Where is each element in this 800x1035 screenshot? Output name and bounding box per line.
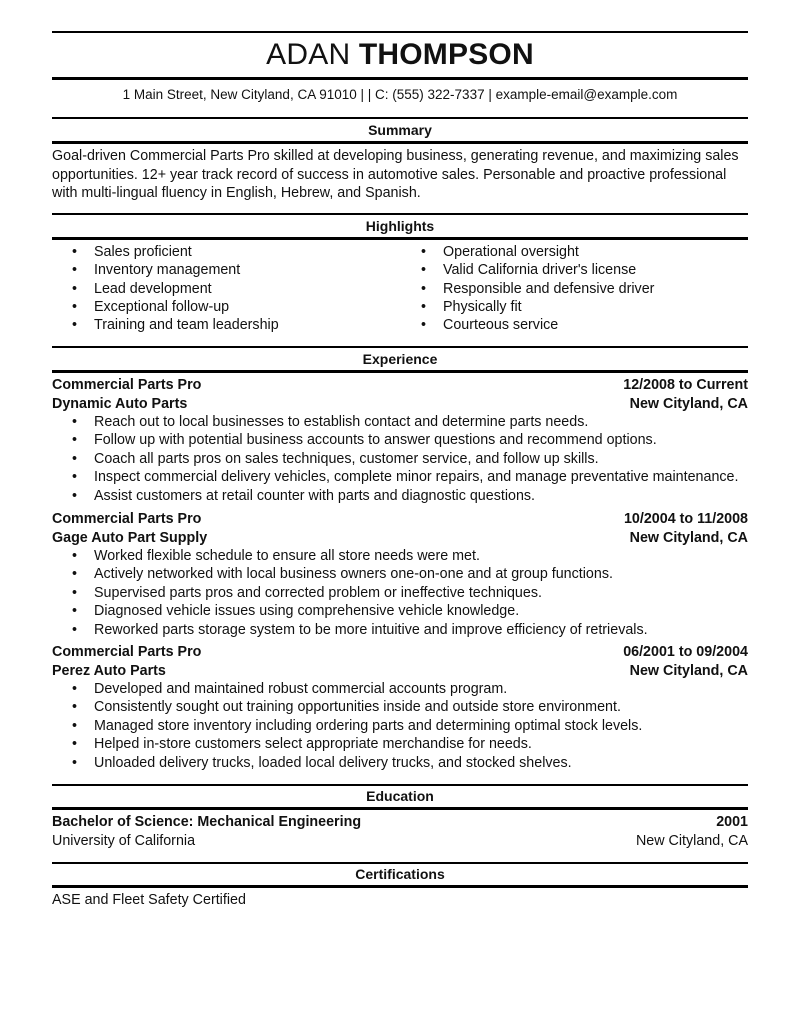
- job-bullet: • Worked flexible schedule to ensure all store needs were met.: [52, 547, 748, 565]
- job-bullets: [52, 413, 748, 505]
- job-bullet: • Inspect commercial delivery vehicles, complete minor repairs, and manage preventative maintenance.: [52, 468, 748, 486]
- job-title: Commercial Parts Pro: [52, 644, 202, 660]
- first-name: ADAN: [266, 38, 351, 71]
- job-company-row: [52, 529, 748, 548]
- graduation-year: 2001: [716, 814, 748, 830]
- highlight-item: • Inventory management: [52, 261, 392, 279]
- job-location: New Cityland, CA: [629, 662, 748, 679]
- education-bottom-rule: [52, 807, 748, 810]
- job-title: Commercial Parts Pro: [52, 511, 202, 527]
- highlights-heading: Highlights: [365, 218, 435, 234]
- job-company-row: [52, 662, 748, 681]
- candidate-name: [52, 36, 748, 74]
- experience-heading: Experience: [362, 351, 438, 367]
- job-dates: 06/2001 to 09/2004: [623, 644, 748, 660]
- highlight-item: • Operational oversight: [401, 243, 748, 261]
- job-bullet: • Coach all parts pros on sales techniques, customer service, and follow up skills.: [52, 450, 748, 468]
- job-bullet: • Actively networked with local business owners one-on-one and at group functions.: [52, 565, 748, 583]
- job-company: Dynamic Auto Parts: [52, 395, 188, 412]
- job-company: Perez Auto Parts: [52, 662, 166, 679]
- highlights-left-list: [52, 243, 392, 334]
- highlight-item: • Responsible and defensive driver: [401, 280, 748, 298]
- job-bullet: • Developed and maintained robust commercial accounts program.: [52, 680, 748, 698]
- school: University of California: [52, 832, 196, 849]
- job-bullets: [52, 547, 748, 639]
- job-bullet: • Managed store inventory including ordering parts and determining optimal stock levels.: [52, 717, 748, 735]
- school-location: New Cityland, CA: [635, 832, 748, 849]
- job-title-row: [52, 376, 748, 395]
- experience-top-rule: [52, 346, 748, 348]
- highlight-item: • Physically fit: [401, 298, 748, 316]
- highlight-item: • Valid California driver's license: [401, 261, 748, 279]
- job-bullet: • Unloaded delivery trucks, loaded local delivery trucks, and stocked shelves.: [52, 754, 748, 772]
- job-title: Commercial Parts Pro: [52, 377, 202, 393]
- job-bullet: • Consistently sought out training opportunities inside and outside store environment.: [52, 698, 748, 716]
- summary-heading: Summary: [368, 122, 432, 138]
- highlights-top-rule: [52, 213, 748, 215]
- education-degree-row: [52, 813, 748, 832]
- certifications-top-rule: [52, 862, 748, 864]
- job-bullet: • Reworked parts storage system to be more intuitive and improve efficiency of retrievals.: [52, 621, 748, 639]
- job-title-row: [52, 643, 748, 662]
- job-company: Gage Auto Part Supply: [52, 529, 208, 546]
- education-top-rule: [52, 784, 748, 786]
- summary-bottom-rule: [52, 141, 748, 144]
- experience-bottom-rule: [52, 370, 748, 373]
- job-dates: 10/2004 to 11/2008: [623, 511, 748, 527]
- highlight-item: • Sales proficient: [52, 243, 392, 261]
- summary-top-rule: [52, 117, 748, 119]
- last-name: THOMPSON: [358, 38, 534, 71]
- education-heading: Education: [366, 788, 434, 804]
- highlights-right-list: [401, 243, 748, 334]
- highlights-bottom-rule: [52, 237, 748, 240]
- job-bullet: • Follow up with potential business accounts to answer questions and recommend options.: [52, 431, 748, 449]
- job-title-row: [52, 510, 748, 529]
- highlight-item: • Lead development: [52, 280, 392, 298]
- summary-text: Goal-driven Commercial Parts Pro skilled at developing business, generating revenue, and maximizing sales opportunities. 12+ year track record of success in automotive sales. Personable and proactive professional with multi-lingual fluency in English, Hebrew, and Spanish.: [52, 148, 739, 201]
- header-top-rule: [52, 31, 748, 33]
- job-bullets: [52, 680, 748, 772]
- degree: Bachelor of Science: Mechanical Engineering: [52, 814, 362, 830]
- job-bullet: • Diagnosed vehicle issues using comprehensive vehicle knowledge.: [52, 602, 748, 620]
- certifications-heading: Certifications: [355, 866, 445, 882]
- header-bottom-rule: [52, 77, 748, 80]
- education-school-row: [52, 832, 748, 851]
- job-bullet: • Supervised parts pros and corrected problem or ineffective techniques.: [52, 584, 748, 602]
- certifications-text: ASE and Fleet Safety Certified: [52, 892, 246, 908]
- contact-line: 1 Main Street, New Cityland, CA 91010 | | C: (555) 322-7337 | example-email@example.com: [122, 87, 678, 102]
- certifications-bottom-rule: [52, 885, 748, 888]
- highlight-item: • Exceptional follow-up: [52, 298, 392, 316]
- job-location: New Cityland, CA: [629, 395, 748, 412]
- job-dates: 12/2008 to Current: [623, 377, 748, 393]
- job-bullet: • Reach out to local businesses to establish contact and determine parts needs.: [52, 413, 748, 431]
- highlight-item: • Courteous service: [401, 316, 748, 334]
- job-location: New Cityland, CA: [629, 529, 748, 546]
- job-company-row: [52, 395, 748, 414]
- job-bullet: • Helped in-store customers select appropriate merchandise for needs.: [52, 735, 748, 753]
- highlight-item: • Training and team leadership: [52, 316, 392, 334]
- job-bullet: • Assist customers at retail counter with parts and diagnostic questions.: [52, 487, 748, 505]
